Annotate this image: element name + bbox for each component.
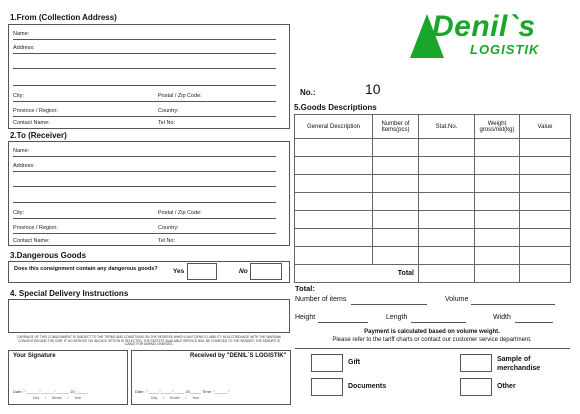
table-cell[interactable] [373, 175, 419, 193]
received-date-sub: Day / Month / Year [151, 396, 200, 400]
dangerous-section-title: 3.Dangerous Goods [10, 251, 87, 260]
table-cell[interactable] [295, 247, 373, 265]
width-field[interactable] [515, 322, 553, 323]
table-cell[interactable] [295, 175, 373, 193]
table-row [295, 157, 571, 175]
goods-total-label: Total [295, 265, 419, 283]
table-cell[interactable] [475, 211, 520, 229]
total-title: Total: [295, 284, 315, 293]
to-city-label: City: [13, 210, 24, 216]
received-by-label: Received by "DENIL`S LOGISTIK" [190, 353, 287, 359]
table-cell[interactable] [419, 247, 475, 265]
to-postal-label: Postal / Zip Code: [158, 210, 202, 216]
other-label: Other [497, 383, 516, 390]
table-row [295, 193, 571, 211]
goods-table-header-row [295, 115, 571, 139]
other-checkbox[interactable] [460, 378, 492, 396]
volume-field[interactable] [471, 304, 555, 305]
table-cell[interactable] [419, 157, 475, 175]
goods-table [294, 114, 571, 283]
consignment-number-value: 10 [365, 81, 381, 97]
gift-checkbox[interactable] [311, 354, 343, 372]
table-cell[interactable] [419, 139, 475, 157]
company-logo [410, 12, 580, 62]
to-name-field[interactable] [13, 156, 276, 157]
table-cell[interactable] [419, 229, 475, 247]
number-of-items-label: Number of items [295, 296, 347, 303]
signature-date-label: Date : "______"______"______ 20______ [13, 389, 88, 394]
table-cell[interactable] [520, 229, 571, 247]
length-field[interactable] [411, 322, 466, 323]
your-signature-label: Your Signature [13, 353, 56, 359]
from-city-field[interactable] [13, 101, 276, 102]
dangerous-yes-label: Yes [173, 268, 185, 275]
goods-header-value: Value [520, 115, 571, 139]
to-address-field[interactable] [13, 171, 276, 172]
table-cell[interactable] [419, 175, 475, 193]
sample-checkbox[interactable] [460, 354, 492, 372]
to-address-label: Address: [13, 163, 35, 169]
table-cell[interactable] [475, 175, 520, 193]
divider [295, 348, 570, 349]
table-row [295, 211, 571, 229]
goods-total-row [295, 265, 571, 283]
table-cell[interactable] [520, 211, 571, 229]
table-cell[interactable] [373, 247, 419, 265]
to-province-field[interactable] [13, 233, 276, 234]
table-cell[interactable] [520, 265, 571, 283]
dangerous-question: Does this consignment contain any dangerous goods? [14, 266, 158, 272]
table-cell[interactable] [419, 193, 475, 211]
number-of-items-field[interactable] [351, 304, 427, 305]
logo-brand-text: Denil`s [432, 10, 536, 43]
from-name-label: Name: [13, 31, 30, 37]
table-cell[interactable] [475, 157, 520, 175]
documents-checkbox[interactable] [311, 378, 343, 396]
table-cell[interactable] [373, 229, 419, 247]
sample-label: Sample of merchandise [497, 356, 541, 372]
received-date-time-label: Date : "_____"_____"_____ 20_____ Time: "______" [135, 389, 230, 394]
dangerous-no-checkbox[interactable] [250, 263, 282, 280]
from-contact-label: Contact Name: [13, 120, 50, 126]
goods-header-stat-no: Stat.No. [419, 115, 475, 139]
special-instructions-field[interactable] [8, 299, 290, 333]
to-province-label: Province / Region: [13, 225, 58, 231]
consignment-number-label: No.: [300, 88, 316, 97]
special-section-title: 4. Special Delivery Instructions [10, 289, 129, 298]
table-row [295, 247, 571, 265]
to-section-title: 2.To (Receiver) [10, 131, 67, 140]
table-cell[interactable] [475, 139, 520, 157]
height-field[interactable] [318, 322, 368, 323]
table-cell[interactable] [475, 265, 520, 283]
table-cell[interactable] [295, 193, 373, 211]
from-postal-label: Postal / Zip Code: [158, 93, 202, 99]
table-cell[interactable] [520, 139, 571, 157]
payment-note-line1: Payment is calculated based on volume weight. [364, 329, 500, 335]
disclaimer-text: CARRIAGE OF THIS CONSIGNMENT IS SUBJECT TO THE TERMS AND CONDITIONS ON THE REVERSE WHICH LIMIT DENIL'S LIABILITY IN ACCORDANCE WITH THE WARSAW CONVENTION AND THE CMR. IF NO SERVICE OR INVOICE OPTION IS SELECTED, THE FASTEST AVAILABLE SERVICE WILL BE CHARGED TO THE SENDER. THE SENDER IS LIABLE FOR UNPAID CHARGES. [17, 335, 281, 347]
table-cell[interactable] [475, 193, 520, 211]
table-row [295, 175, 571, 193]
goods-header-number-items: Number of Items(pcs) [373, 115, 419, 139]
table-cell[interactable] [419, 211, 475, 229]
table-cell[interactable] [295, 211, 373, 229]
dangerous-yes-checkbox[interactable] [187, 263, 217, 280]
table-row [295, 139, 571, 157]
to-address-line-2[interactable] [13, 186, 276, 187]
table-cell[interactable] [373, 139, 419, 157]
from-tel-label: Tel No: [158, 120, 176, 126]
goods-section-title: 5.Goods Descriptions [294, 103, 377, 112]
table-cell[interactable] [373, 193, 419, 211]
to-tel-label: Tel No: [158, 238, 176, 244]
from-address-label: Address: [13, 45, 35, 51]
from-city-label: City: [13, 93, 24, 99]
dangerous-no-label: No [239, 268, 248, 275]
from-province-field[interactable] [13, 116, 276, 117]
height-label: Height [295, 314, 316, 321]
table-cell[interactable] [520, 157, 571, 175]
width-label: Width [493, 314, 511, 321]
to-city-field[interactable] [13, 218, 276, 219]
table-cell[interactable] [520, 175, 571, 193]
table-cell[interactable] [475, 229, 520, 247]
table-cell[interactable] [475, 247, 520, 265]
gift-label: Gift [348, 359, 361, 366]
documents-label: Documents [348, 383, 387, 390]
from-address-line-2[interactable] [13, 68, 276, 69]
table-cell[interactable] [419, 265, 475, 283]
payment-note-line2: Please refer to the tariff charts or contact our customer service department. [332, 337, 532, 343]
table-cell[interactable] [295, 157, 373, 175]
from-province-label: Province / Region: [13, 108, 58, 114]
logo-tagline-text: LOGISTIK [470, 42, 540, 57]
signature-date-sub: Day / Month / Year [33, 396, 82, 400]
table-cell[interactable] [295, 139, 373, 157]
from-section-title: 1.From (Collection Address) [10, 13, 117, 22]
goods-header-description: General Description [295, 115, 373, 139]
from-address-field[interactable] [13, 53, 276, 54]
from-country-label: Country: [158, 108, 179, 114]
from-address-line-3[interactable] [13, 85, 276, 86]
table-cell[interactable] [520, 247, 571, 265]
to-address-line-3[interactable] [13, 202, 276, 203]
table-cell[interactable] [373, 157, 419, 175]
to-name-label: Name: [13, 148, 30, 154]
volume-label: Volume [445, 296, 469, 303]
table-cell[interactable] [295, 229, 373, 247]
table-cell[interactable] [373, 211, 419, 229]
to-contact-label: Contact Name: [13, 238, 50, 244]
goods-header-weight: Weight gross/net(kg) [475, 115, 520, 139]
length-label: Length [386, 314, 408, 321]
table-row [295, 229, 571, 247]
from-name-field[interactable] [13, 39, 276, 40]
table-cell[interactable] [520, 193, 571, 211]
to-country-label: Country: [158, 225, 179, 231]
